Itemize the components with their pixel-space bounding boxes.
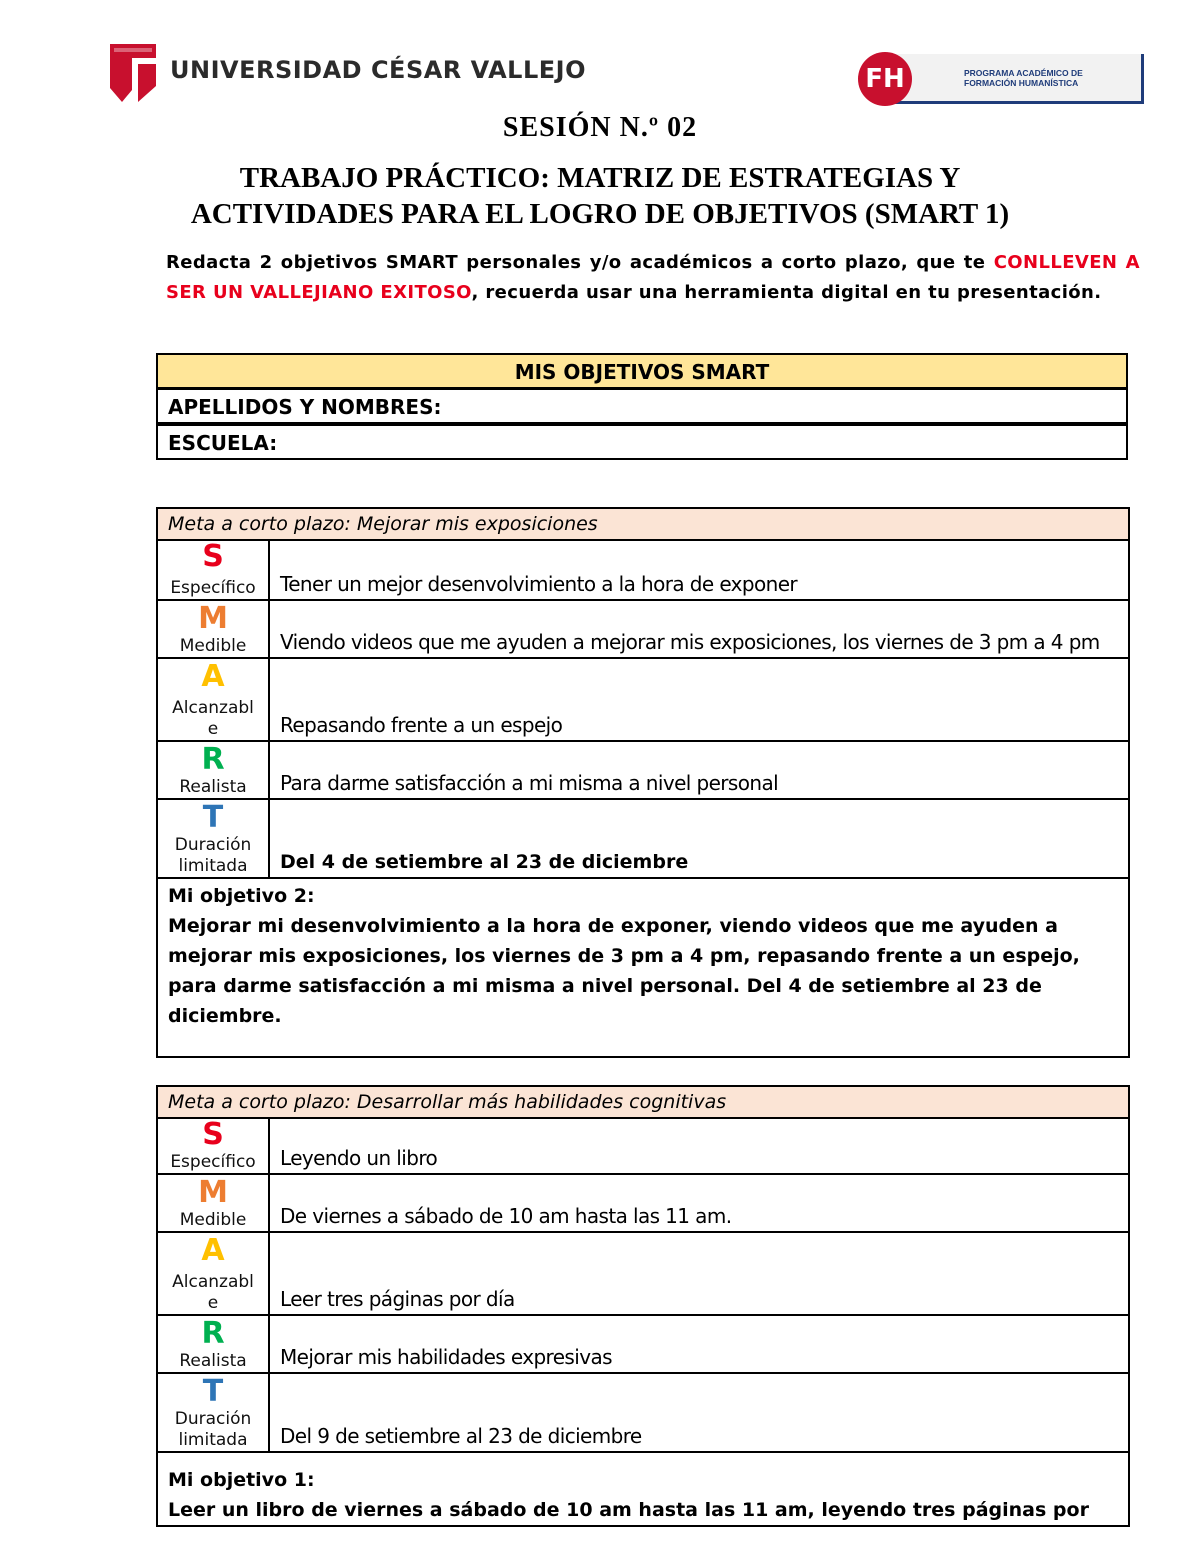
letter-label: Realista <box>179 777 247 797</box>
ucv-shield-icon <box>108 42 158 104</box>
letter-label: Alcanzable <box>172 1272 254 1313</box>
school-field-label[interactable]: ESCUELA: <box>156 424 1128 460</box>
letter-cell <box>158 1316 270 1372</box>
goal-1-time-bound-text: Del 4 de setiembre al 23 de diciembre <box>280 851 689 873</box>
main-title-line-2: ACTIVIDADES PARA EL LOGRO DE OBJETIVOS (SMART 1) <box>190 198 1010 230</box>
objective-label: Mi objetivo 2: <box>168 885 315 907</box>
goal-2-title: Meta a corto plazo: Desarrollar más habilidades cognitivas <box>158 1087 1128 1119</box>
letter-t: T <box>202 800 224 835</box>
letter-r: R <box>201 742 225 777</box>
letter-cell <box>158 742 270 798</box>
letter-label: Alcanzable <box>172 698 254 739</box>
letter-cell <box>158 1175 270 1231</box>
letter-cell <box>158 800 270 877</box>
letter-cell <box>158 1117 270 1173</box>
goal-2-row-t <box>158 1374 1128 1453</box>
fh-circle-icon: FH <box>858 52 912 106</box>
letter-a: A <box>201 659 225 694</box>
goal-2-row-r <box>158 1316 1128 1374</box>
objective-text: Mejorar mi desenvolvimiento a la hora de exponer, viendo videos que me ayuden a mejorar mis exposiciones, los viernes de 3 pm a 4 pm, repasando frente a un espejo, para darme satisfacción a mi misma a nivel personal. Del 4 de setiembre al 23 de diciembre. <box>168 915 1080 1027</box>
goal-2-objective <box>168 1465 1118 1525</box>
name-field-label[interactable]: APELLIDOS Y NOMBRES: <box>156 388 1128 424</box>
letter-label: Específico <box>170 578 256 598</box>
letter-m: M <box>198 601 228 636</box>
goal-1-row-t <box>158 800 1128 879</box>
smart-table-goal-1 <box>156 507 1130 1058</box>
goal-1-row-r <box>158 742 1128 800</box>
goal-2-achievable-text: Leer tres páginas por día <box>280 1287 515 1311</box>
program-line-2: FORMACIÓN HUMANÍSTICA <box>964 78 1079 88</box>
goal-2-row-s <box>158 1117 1128 1175</box>
info-table-header: MIS OBJETIVOS SMART <box>156 353 1128 389</box>
letter-a: A <box>201 1233 225 1268</box>
goal-1-row-m <box>158 601 1128 659</box>
program-line-1: PROGRAMA ACADÉMICO DE <box>964 68 1083 78</box>
letter-s: S <box>202 539 224 574</box>
letter-cell <box>158 539 270 599</box>
goal-2-specific-text: Leyendo un libro <box>280 1146 438 1170</box>
letter-label: Duración limitada <box>174 1409 252 1450</box>
letter-m: M <box>198 1175 228 1210</box>
goal-1-row-a <box>158 659 1128 742</box>
letter-cell <box>158 659 270 740</box>
goal-1-objective <box>168 881 1118 1031</box>
goal-1-specific-text: Tener un mejor desenvolvimiento a la hora de exponer <box>280 572 798 596</box>
goal-2-time-bound-text: Del 9 de setiembre al 23 de diciembre <box>280 1424 642 1448</box>
program-name <box>964 68 1083 88</box>
goal-1-title: Meta a corto plazo: Mejorar mis exposiciones <box>158 509 1128 541</box>
letter-s: S <box>202 1117 224 1152</box>
goal-2-row-a <box>158 1233 1128 1316</box>
letter-label: Duración limitada <box>174 835 252 876</box>
goal-1-measurable-text: Viendo videos que me ayuden a mejorar mis exposiciones, los viernes de 3 pm a 4 pm <box>280 630 1100 654</box>
instructions-highlight: CONLLEVEN A SER UN VALLEJIANO EXITOSO <box>166 252 1140 303</box>
letter-cell <box>158 601 270 657</box>
goal-2-measurable-text: De viernes a sábado de 10 am hasta las 11 am. <box>280 1204 732 1228</box>
goal-1-row-s <box>158 539 1128 601</box>
smart-table-goal-2 <box>156 1085 1130 1527</box>
goal-1-achievable-text: Repasando frente a un espejo <box>280 713 563 737</box>
letter-label: Medible <box>179 636 247 656</box>
session-title: SESIÓN N.º 02 <box>502 112 698 143</box>
instructions <box>166 248 1140 308</box>
letter-t: T <box>202 1374 224 1409</box>
letter-label: Específico <box>170 1152 256 1172</box>
letter-cell <box>158 1233 270 1314</box>
instructions-part-2: , recuerda usar una herramienta digital en tu presentación. <box>471 282 1102 303</box>
goal-2-realistic-text: Mejorar mis habilidades expresivas <box>280 1345 612 1369</box>
letter-cell <box>158 1374 270 1451</box>
letter-r: R <box>201 1316 225 1351</box>
university-name: UNIVERSIDAD CÉSAR VALLEJO <box>170 56 586 84</box>
main-title-line-1: TRABAJO PRÁCTICO: MATRIZ DE ESTRATEGIAS Y <box>239 162 961 194</box>
letter-label: Medible <box>179 1210 247 1230</box>
goal-2-row-m <box>158 1175 1128 1233</box>
instructions-part-1: Redacta 2 objetivos SMART personales y/o académicos a corto plazo, que te <box>166 252 994 273</box>
objective-text: Leer un libro de viernes a sábado de 10 am hasta las 11 am, leyendo tres páginas por <box>168 1499 1089 1521</box>
ucv-logo <box>108 42 586 106</box>
goal-1-realistic-text: Para darme satisfacción a mi misma a nivel personal <box>280 771 779 795</box>
letter-label: Realista <box>179 1351 247 1371</box>
fh-logo <box>858 52 1144 106</box>
objective-label: Mi objetivo 1: <box>168 1469 315 1491</box>
